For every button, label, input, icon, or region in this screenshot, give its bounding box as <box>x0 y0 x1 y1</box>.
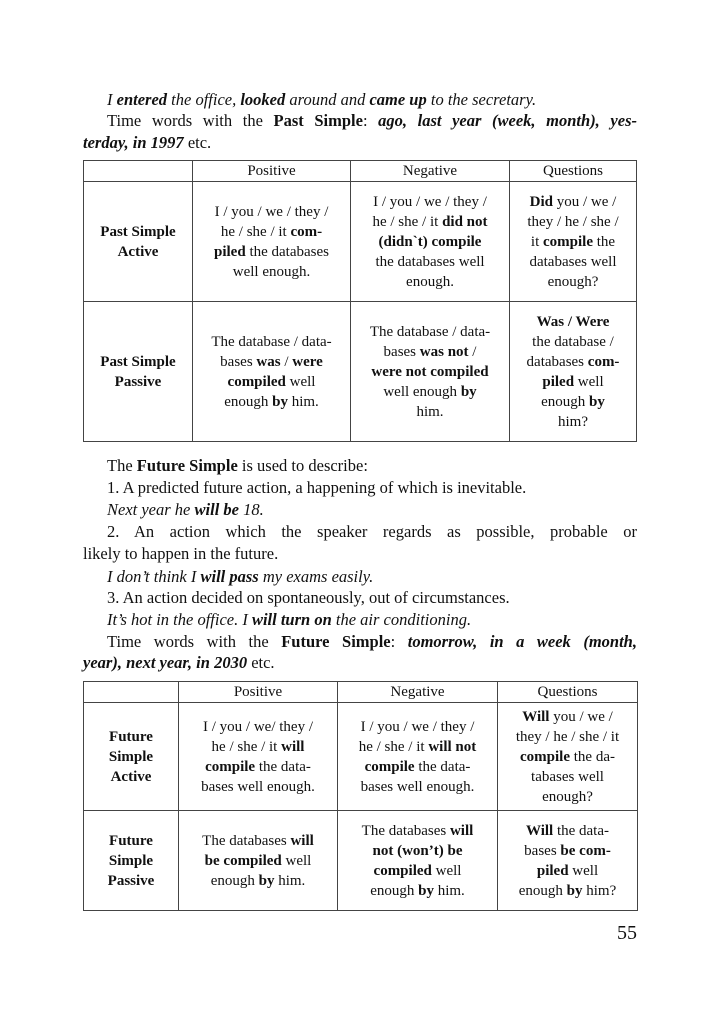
text-run: enough <box>210 872 259 889</box>
column-header <box>84 682 179 703</box>
text-run: be com- <box>560 842 611 859</box>
text-run: Will <box>525 822 554 839</box>
text-run: entered <box>116 90 168 109</box>
cell-line <box>197 202 346 222</box>
cell-line <box>88 352 188 372</box>
cell-line <box>342 881 493 901</box>
text-run: the data- <box>255 758 311 775</box>
text-run: Did <box>529 193 553 210</box>
text-run: well <box>574 373 604 390</box>
cell-line <box>183 717 333 737</box>
text-run: to the secretary. <box>426 90 537 109</box>
column-header: Negative <box>351 161 510 182</box>
cell-line <box>88 831 174 851</box>
text-run: will <box>290 832 314 849</box>
table-cell <box>338 811 498 911</box>
cell-line <box>88 242 188 262</box>
cell-line <box>197 222 346 242</box>
text-run: he / she / it <box>211 738 282 755</box>
text-run: bases well enough. <box>360 778 475 795</box>
text-run: well <box>285 373 316 390</box>
text-run: com- <box>587 353 620 370</box>
text-run: It’s hot in the office. I <box>107 610 252 629</box>
table-cell <box>338 703 498 811</box>
cell-line <box>197 242 346 262</box>
text-run: Time words with the <box>107 632 282 651</box>
text-run: The database / data- <box>369 323 491 340</box>
text-run: Simple <box>108 852 154 869</box>
text-run: compile <box>364 758 415 775</box>
text-line <box>83 631 637 653</box>
text-line <box>83 499 637 521</box>
cell-line <box>514 192 632 212</box>
text-run: by <box>460 383 477 400</box>
text-run: him. <box>416 403 444 420</box>
table-cell <box>179 811 338 911</box>
text-run: the databases <box>245 243 329 260</box>
text-run: I / you / we / they / <box>373 193 487 210</box>
text-run: com- <box>290 223 323 240</box>
text-run: well <box>281 852 312 869</box>
text-run: compile <box>520 748 570 765</box>
text-run: the database / <box>532 333 614 350</box>
text-run: Next year he <box>107 500 195 519</box>
text-line <box>83 609 637 631</box>
cell-line <box>502 821 633 841</box>
column-header: Questions <box>510 161 637 182</box>
table-row <box>84 811 638 911</box>
text-run: piled <box>542 373 575 390</box>
text-run: you / we / <box>553 193 617 210</box>
text-run: year), next year, in 2030 <box>83 653 248 672</box>
text-line <box>83 455 637 477</box>
text-line <box>83 110 637 132</box>
text-run: will <box>281 738 305 755</box>
text-run: was <box>256 353 281 370</box>
text-run: Future <box>109 832 153 849</box>
table-cell <box>179 703 338 811</box>
cell-line <box>342 821 493 841</box>
cell-line <box>514 332 632 352</box>
text-run: enough <box>518 882 567 899</box>
cell-line <box>342 777 493 797</box>
text-run: etc. <box>247 653 275 672</box>
cell-line <box>502 861 633 881</box>
text-run: the databases well <box>375 253 485 270</box>
text-run: did not <box>442 213 488 230</box>
text-run: tomorrow, in a week (month, <box>407 632 637 651</box>
text-run: will be <box>194 500 239 519</box>
cell-line <box>502 707 633 727</box>
cell-line <box>183 831 333 851</box>
text-run: piled <box>536 862 569 879</box>
text-run: compile <box>543 233 593 250</box>
text-run: I don’t think I <box>107 567 201 586</box>
row-header <box>84 811 179 911</box>
text-run: Will <box>522 708 550 725</box>
text-run: enough. <box>406 273 454 290</box>
table-row <box>84 182 637 302</box>
cell-line <box>502 747 633 767</box>
text-run: Past Simple <box>273 111 363 130</box>
text-run: by <box>589 393 605 410</box>
table-cell <box>498 811 638 911</box>
text-run: The database / data- <box>211 333 332 350</box>
cell-line <box>197 332 346 352</box>
text-run: etc. <box>183 133 212 152</box>
cell-line <box>514 352 632 372</box>
text-run: enough <box>370 882 419 899</box>
cell-line <box>502 787 633 807</box>
text-run: will <box>449 822 474 839</box>
text-run: the office, <box>167 90 241 109</box>
text-run: (didn`t) compile <box>378 233 482 250</box>
text-run: bases <box>220 353 257 370</box>
table2 <box>83 681 638 911</box>
cell-line <box>183 851 333 871</box>
text-run: him? <box>582 882 617 899</box>
cell-line <box>88 767 174 787</box>
cell-line <box>514 412 632 432</box>
text-run: bases <box>383 343 420 360</box>
page-number: 55 <box>617 922 637 944</box>
cell-line <box>355 232 505 252</box>
cell-line <box>514 232 632 252</box>
text-run: Future <box>109 728 153 745</box>
text-line <box>83 652 637 674</box>
text-run: him. <box>287 393 319 410</box>
table-cell <box>351 302 510 442</box>
text-run: be compiled <box>204 852 282 869</box>
cell-line <box>342 737 493 757</box>
cell-line <box>197 372 346 392</box>
cell-line <box>88 871 174 891</box>
cell-line <box>88 727 174 747</box>
text-run: by <box>566 882 583 899</box>
text-run: by <box>418 882 434 899</box>
text-run: terday, in 1997 <box>83 133 184 152</box>
row-header <box>84 703 179 811</box>
text-run: were not compiled <box>371 363 489 380</box>
text-run: came up <box>369 90 427 109</box>
cell-line <box>88 222 188 242</box>
text-run: 1. A predicted future action, a happening of which is inevitable. <box>107 478 527 497</box>
column-header <box>84 161 193 182</box>
cell-line <box>355 382 505 402</box>
text-run: they / he / she / it <box>515 728 620 745</box>
cell-line <box>355 342 505 362</box>
cell-line <box>502 881 633 901</box>
text-run: compile <box>205 758 256 775</box>
text-run: the data- <box>553 822 610 839</box>
text-run: compiled <box>373 862 432 879</box>
cell-line <box>355 252 505 272</box>
text-line <box>83 521 637 543</box>
text-run: piled <box>214 243 246 260</box>
text-run: 2. An action which the speaker regards as possible, probable or <box>107 522 637 541</box>
cell-line <box>514 252 632 272</box>
text-run: bases <box>524 842 561 859</box>
row-header <box>84 182 193 302</box>
text-run: the air conditioning. <box>331 610 472 629</box>
cell-line <box>514 312 632 332</box>
table-header-row <box>84 161 637 182</box>
text-line <box>83 477 637 499</box>
table-cell <box>351 182 510 302</box>
text-run: the data- <box>414 758 471 775</box>
column-header: Positive <box>179 682 338 703</box>
cell-line <box>88 747 174 767</box>
text-run: him. <box>433 882 465 899</box>
text-run: Past Simple <box>100 353 176 370</box>
cell-line <box>355 212 505 232</box>
text-line <box>83 543 637 565</box>
cell-line <box>342 861 493 881</box>
text-run: / <box>280 353 293 370</box>
cell-line <box>342 841 493 861</box>
cell-line <box>502 841 633 861</box>
cell-line <box>183 757 333 777</box>
text-run: well enough <box>383 383 461 400</box>
cell-line <box>355 192 505 212</box>
text-run: 18. <box>238 500 264 519</box>
text-run: by <box>272 393 288 410</box>
cell-line <box>183 871 333 891</box>
text-run: he / she / it <box>220 223 291 240</box>
text-run: The databases <box>202 832 291 849</box>
table-cell <box>193 182 351 302</box>
text-run: Future Simple <box>136 456 238 475</box>
text-line <box>83 587 637 609</box>
text-run: Future Simple <box>281 632 391 651</box>
cell-line <box>502 767 633 787</box>
cell-line <box>514 392 632 412</box>
table-cell <box>510 302 637 442</box>
cell-line <box>197 262 346 282</box>
text-run: were <box>292 353 323 370</box>
text-run: you / we / <box>549 708 613 725</box>
column-header: Negative <box>338 682 498 703</box>
cell-line <box>342 717 493 737</box>
text-run: the da- <box>570 748 615 765</box>
text-run: he / she / it <box>358 738 429 755</box>
text-run: Passive <box>114 373 162 390</box>
text-run: looked <box>240 90 286 109</box>
text-run: The databases <box>361 822 450 839</box>
text-run: Was / Were <box>536 313 610 330</box>
table-row <box>84 703 638 811</box>
table-header-row <box>84 682 638 703</box>
text-run: I / you / we/ they / <box>203 718 313 735</box>
cell-line <box>355 322 505 342</box>
text-run: not (won’t) be <box>372 842 463 859</box>
table1 <box>83 160 637 442</box>
text-run: my exams easily. <box>258 567 374 586</box>
text-run: Passive <box>107 872 155 889</box>
text-run: well <box>568 862 599 879</box>
cell-line <box>88 851 174 871</box>
text-run: databases <box>526 353 588 370</box>
text-run: Simple <box>108 748 154 765</box>
cell-line <box>183 777 333 797</box>
text-run: : <box>390 632 408 651</box>
cell-line <box>514 372 632 392</box>
cell-line <box>355 272 505 292</box>
text-run: they / he / she / <box>527 213 619 230</box>
text-run: it <box>530 233 543 250</box>
text-run: ago, last year (week, month), yes- <box>378 111 637 130</box>
text-run: enough <box>224 393 273 410</box>
cell-line <box>355 402 505 422</box>
cell-line <box>342 757 493 777</box>
text-run: around and <box>285 90 370 109</box>
text-run: by <box>258 872 275 889</box>
cell-line <box>197 352 346 372</box>
text-run: Past Simple <box>100 223 176 240</box>
text-line <box>83 132 637 154</box>
text-run: Active <box>110 768 152 785</box>
column-header: Questions <box>498 682 638 703</box>
text-run: him? <box>558 413 588 430</box>
column-header: Positive <box>193 161 351 182</box>
text-run: will pass <box>200 567 259 586</box>
text-run: is used to describe: <box>237 456 368 475</box>
text-run: well <box>431 862 462 879</box>
text-run: / <box>468 343 477 360</box>
cell-line <box>514 212 632 232</box>
text-run: will not <box>428 738 477 755</box>
text-run: enough? <box>547 273 599 290</box>
text-run: compiled <box>227 373 286 390</box>
text-line <box>83 89 637 111</box>
text-run: him. <box>274 872 306 889</box>
cell-line <box>183 737 333 757</box>
text-line <box>83 566 637 588</box>
cell-line <box>197 392 346 412</box>
text-run: Time words with the <box>107 111 274 130</box>
cell-line <box>88 372 188 392</box>
text-run: bases well enough. <box>201 778 315 795</box>
cell-line <box>502 727 633 747</box>
text-run: tabases well <box>531 768 604 785</box>
text-run: he / she / it <box>372 213 443 230</box>
text-run: databases well <box>529 253 617 270</box>
text-run: will turn on <box>251 610 332 629</box>
text-run: enough? <box>542 788 593 805</box>
text-run: enough <box>541 393 590 410</box>
text-run: : <box>362 111 379 130</box>
table-cell <box>510 182 637 302</box>
text-run: likely to happen in the future. <box>83 544 279 563</box>
text-run: I / you / we / they / <box>214 203 329 220</box>
text-run: the <box>593 233 616 250</box>
cell-line <box>514 272 632 292</box>
text-run: I <box>107 90 117 109</box>
cell-line <box>355 362 505 382</box>
text-run: well enough. <box>232 263 311 280</box>
text-run: was not <box>419 343 469 360</box>
text-run: The <box>107 456 137 475</box>
text-run: 3. An action decided on spontaneously, out of circumstances. <box>107 588 510 607</box>
text-run: I / you / we / they / <box>360 718 475 735</box>
row-header <box>84 302 193 442</box>
table-row <box>84 302 637 442</box>
table-cell <box>193 302 351 442</box>
table-cell <box>498 703 638 811</box>
text-run: Active <box>117 243 159 260</box>
